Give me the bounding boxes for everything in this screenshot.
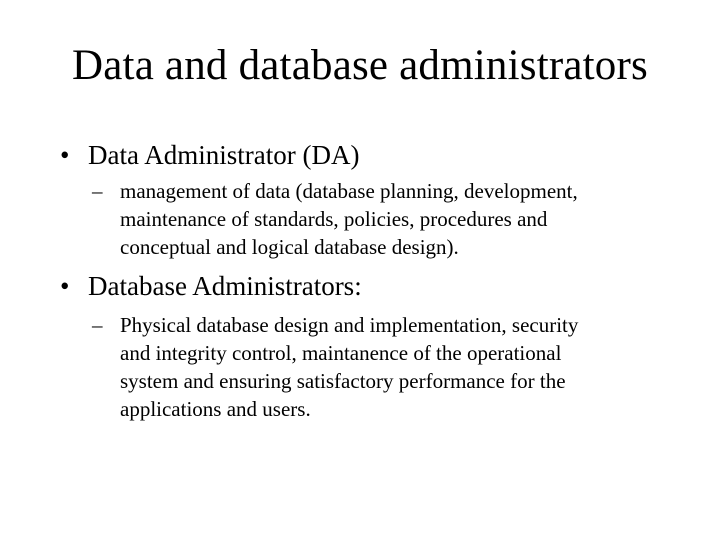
sub-bullet-line: system and ensuring satisfactory performance for the (120, 369, 566, 393)
slide-title: Data and database administrators (72, 42, 648, 89)
sub-bullet-data-administrator (92, 177, 672, 261)
sub-bullet-marker: – (92, 313, 103, 337)
sub-bullet-database-administrators (92, 311, 672, 423)
sub-bullet-line: applications and users. (120, 397, 311, 421)
bullet-text: Data Administrator (DA) (88, 140, 360, 170)
sub-bullet-line: and integrity control, maintanence of the operational (120, 341, 562, 365)
bullet-marker: • (60, 140, 70, 170)
sub-bullet-line: conceptual and logical database design). (120, 235, 459, 259)
sub-bullet-marker: – (92, 179, 103, 203)
sub-bullet-line: maintenance of standards, policies, procedures and (120, 207, 548, 231)
bullet-text: Database Administrators: (88, 271, 362, 301)
sub-bullet-line: management of data (database planning, development, (120, 179, 578, 203)
sub-bullet-line: Physical database design and implementation, security (120, 313, 579, 337)
bullet-marker: • (60, 271, 70, 301)
